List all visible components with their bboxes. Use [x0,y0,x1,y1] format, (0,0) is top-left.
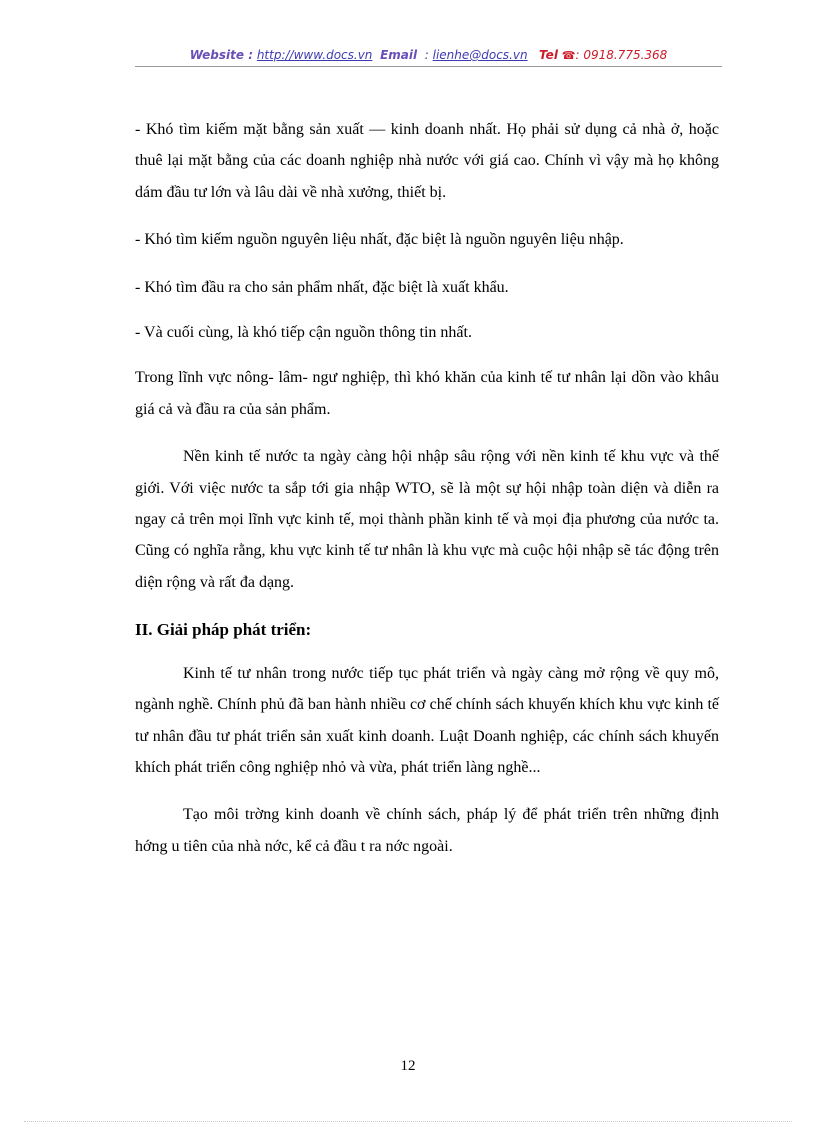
page-header [135,46,722,67]
email-separator: : [424,48,429,62]
paragraph-5: Trong lĩnh vực nông- lâm- ngư nghiệp, thì khó khăn của kinh tế tư nhân lại dồn vào khâu giá cả và đầu ra của sản phẩm. [135,369,719,418]
section-title: II. Giải pháp phát triển: [135,620,312,640]
page-bottom-border [24,1121,792,1122]
section-paragraph-1: Kinh tế tư nhân trong nước tiếp tục phát triển và ngày càng mở rộng về quy mô, ngành nghề. Chính phủ đã ban hành nhiều cơ chế chính sách khuyến khích khu vực kinh tế tư nhân đầu tư phát triển sản xuất kinh doanh. Luật Doanh nghiệp, các chính sách khuyến khích phát triển công nghiệp nhỏ và vừa, phát triển làng nghề... [135,664,719,776]
website-label: Website : [189,48,253,62]
email-link[interactable]: lienhe@docs.vn [432,48,528,62]
tel-number: : 0918.775.368 [575,48,668,62]
website-link[interactable]: http://www.docs.vn [256,48,373,62]
paragraph-6: Nền kinh tế nước ta ngày càng hội nhập sâu rộng với nền kinh tế khu vực và thế giới. Với việc nước ta sắp tới gia nhập WTO, sẽ là một sự hội nhập toàn diện và diễn ra ngay cả trên mọi lĩnh vực kinh tế, mọi thành phần kinh tế và mọi địa phương của nước ta. Cũng có nghĩa rằng, khu vực kinh tế tư nhân là khu vực mà cuộc hội nhập sẽ tác động trên diện rộng và rất đa dạng. [135,448,719,591]
paragraph-3: - Khó tìm đầu ra cho sản phẩm nhất, đặc biệt là xuất khẩu. [135,278,509,296]
page-number: 12 [400,1058,416,1074]
section-paragraph-2: Tạo môi trờng kinh doanh về chính sách, pháp lý để phát triển trên những định hớng u tiên của nhà nớc, kể cả đầu t ra nớc ngoài. [135,806,719,855]
phone-icon: ☎ [561,49,576,62]
tel-label: Tel [539,48,558,62]
paragraph-2: - Khó tìm kiếm nguồn nguyên liệu nhất, đặc biệt là nguồn nguyên liệu nhập. [135,231,624,249]
email-label: Email [380,48,418,62]
document-body [135,114,719,878]
paragraph-1: - Khó tìm kiếm mặt bằng sản xuất — kinh doanh nhất. Họ phải sử dụng cả nhà ở, hoặc thuê lại mặt bằng của các doanh nghiệp nhà nước với giá cao. Chính vì vậy mà họ không dám đầu tư lớn và lâu dài về nhà xưởng, thiết bị. [135,121,719,201]
paragraph-4: - Và cuối cùng, là khó tiếp cận nguồn thông tin nhất. [135,324,472,342]
